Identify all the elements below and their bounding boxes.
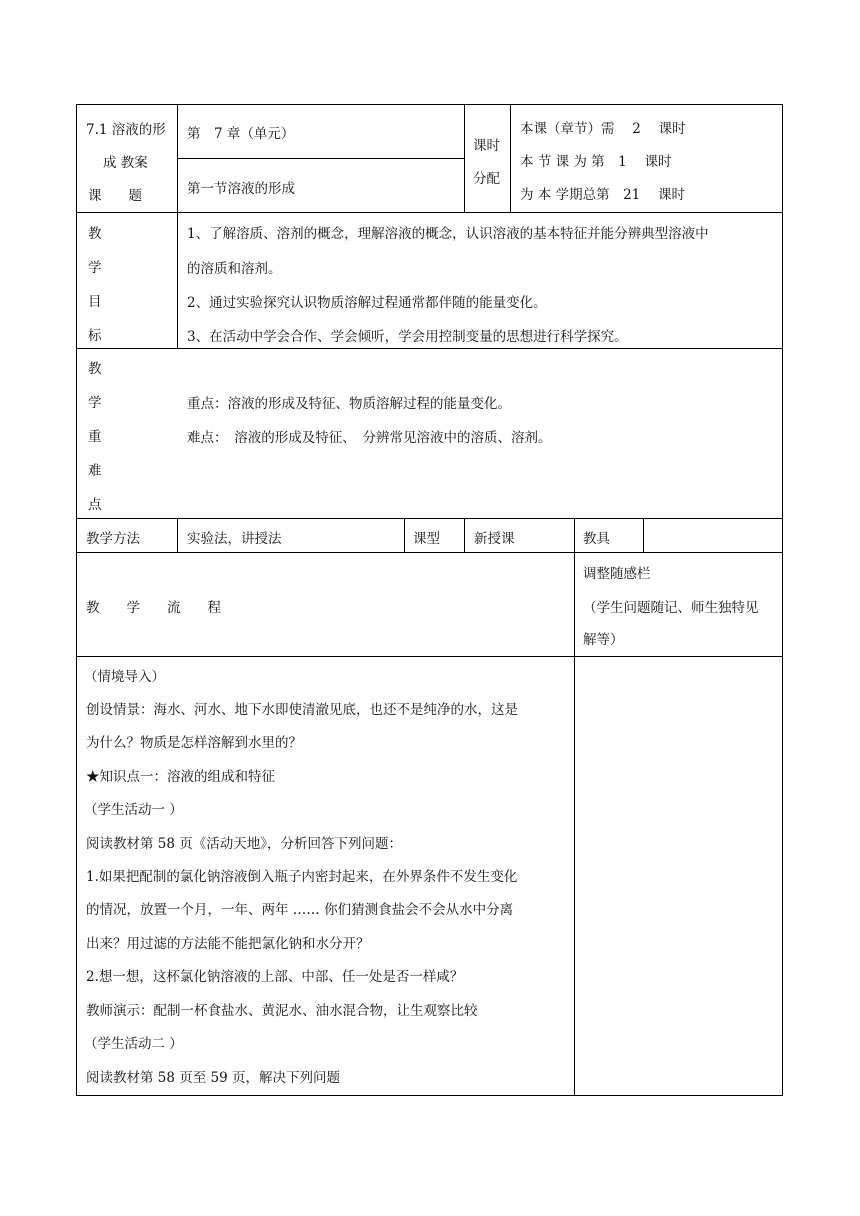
key-points-label-char: 教 (88, 361, 102, 377)
key-point-line: 难点： 溶液的形成及特征、 分辨常见溶液中的溶质、溶剂。 (187, 430, 552, 446)
objectives-label-char: 标 (88, 328, 102, 344)
course-title-line: 课 题 (88, 188, 142, 204)
objective-line: 1、了解溶质、溶剂的概念，理解溶液的概念，认识溶液的基本特征并能分辨典型溶液中 (187, 226, 709, 242)
content-line: （学生活动二 ） (84, 1036, 183, 1052)
teaching-tools-label: 教具 (583, 531, 610, 547)
rule (177, 158, 464, 159)
objectives-label-char: 学 (88, 260, 102, 276)
objective-line: 3、在活动中学会合作、学会倾听，学会用控制变量的思想进行科学探究。 (187, 329, 628, 345)
rule (76, 518, 783, 519)
content-line: 1.如果把配制的氯化钠溶液倒入瓶子内密封起来，在外界条件不发生变化 (86, 869, 518, 885)
adjust-notes-line: 调整随感栏 (583, 566, 651, 582)
unit-label: 第 7 章（单元） (187, 126, 295, 142)
rule (76, 1095, 783, 1096)
hours-line: 本 节 课 为 第 1 课时 (520, 154, 672, 170)
rule (464, 518, 465, 553)
rule (177, 104, 178, 349)
method-label: 教学方法 (86, 531, 140, 547)
rule (76, 348, 783, 349)
objectives-label-char: 目 (88, 294, 102, 310)
objectives-label-char: 教 (88, 226, 102, 242)
hours-label-line: 课时 (473, 138, 500, 154)
rule (404, 518, 405, 553)
rule (510, 104, 511, 212)
objective-line: 2、通过实验探究认识物质溶解过程通常都伴随的能量变化。 (187, 295, 547, 311)
content-line: ★知识点一：溶液的组成和特征 (86, 769, 275, 785)
rule (177, 518, 178, 553)
lesson-type-label: 课型 (413, 531, 440, 547)
content-line: （学生活动一 ） (84, 802, 183, 818)
adjust-notes-line: （学生问题随记、师生独特见 (583, 600, 759, 616)
flow-header-label: 教 学 流 程 (86, 600, 221, 616)
key-points-label-char: 学 (88, 395, 102, 411)
method-value: 实验法，讲授法 (187, 531, 282, 547)
rule (76, 104, 783, 105)
content-line: 的情况，放置一个月，一年、两年 …… 你们猜测食盐会不会从水中分离 (86, 902, 514, 918)
rule (782, 104, 783, 1096)
adjust-notes-line: 解等） (583, 632, 624, 648)
hours-line: 本课（章节）需 2 课时 (520, 121, 686, 137)
content-line: 为什么？物质是怎样溶解到水里的？ (86, 735, 302, 751)
key-points-label-char: 难 (88, 463, 102, 479)
objective-line: 的溶质和溶剂。 (187, 261, 282, 277)
rule (574, 518, 575, 553)
rule (76, 212, 783, 213)
content-line: （情境导入） (84, 669, 165, 685)
rule (76, 656, 783, 657)
lesson-type-value: 新授课 (474, 531, 515, 547)
hours-line: 为 本 学期总第 21 课时 (520, 187, 686, 203)
hours-label-line: 分配 (473, 171, 500, 187)
content-line: 阅读教材第 58 页至 59 页，解决下列问题 (86, 1070, 341, 1086)
course-title-line: 7.1 溶液的形 (86, 122, 166, 138)
key-points-label-char: 重 (88, 429, 102, 445)
key-point-line: 重点：溶液的形成及特征、物质溶解过程的能量变化。 (187, 396, 511, 412)
rule (574, 552, 575, 1096)
key-points-label-char: 点 (88, 497, 102, 513)
rule (76, 552, 783, 553)
content-line: 出来？用过滤的方法能不能把氯化钠和水分开？ (86, 936, 370, 952)
content-line: 创设情景：海水、河水、地下水即使清澈见底，也还不是纯净的水，这是 (86, 702, 518, 718)
section-title: 第一节溶液的形成 (187, 181, 295, 197)
rule (464, 104, 465, 212)
content-line: 教师演示：配制一杯食盐水、黄泥水、油水混合物，让生观察比较 (86, 1003, 478, 1019)
rule (76, 104, 77, 1096)
content-line: 2.想一想，这杯氯化钠溶液的上部、中部、任一处是否一样咸？ (86, 969, 464, 985)
content-line: 阅读教材第 58 页《活动天地》，分析回答下列问题： (86, 836, 403, 852)
rule (643, 518, 644, 553)
course-title-line: 成 教案 (103, 155, 148, 171)
